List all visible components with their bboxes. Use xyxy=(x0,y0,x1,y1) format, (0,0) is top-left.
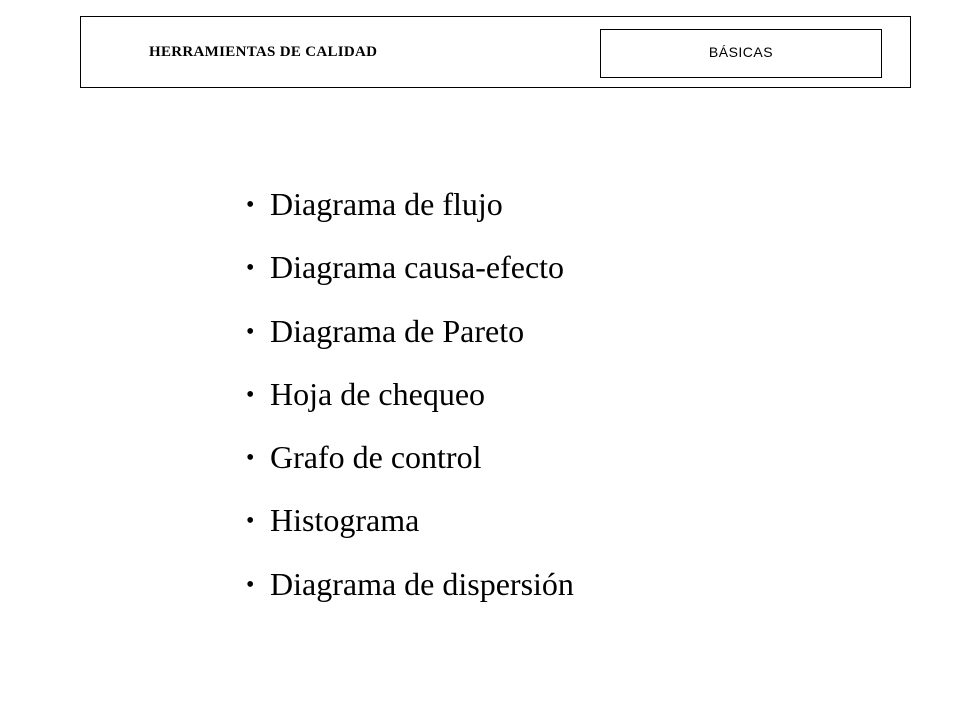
page-title: HERRAMIENTAS DE CALIDAD xyxy=(149,44,378,60)
bullet-icon: • xyxy=(246,318,255,345)
list-item xyxy=(246,497,574,560)
list-item xyxy=(246,561,574,624)
list-item-label: Diagrama causa-efecto xyxy=(270,249,565,286)
bullet-icon: • xyxy=(246,192,255,218)
list-item-label: Grafo de control xyxy=(270,439,482,476)
list-item-label: Histograma xyxy=(270,502,420,539)
bullet-icon: • xyxy=(246,445,255,472)
section-tag-label: BÁSICAS xyxy=(708,44,774,60)
list-item xyxy=(246,244,574,307)
bullet-icon: • xyxy=(246,255,255,282)
list-item-label: Diagrama de Pareto xyxy=(270,312,525,349)
list-item-label: Diagrama de flujo xyxy=(270,186,503,222)
bullet-icon: • xyxy=(246,381,255,408)
list-item-label: Diagrama de dispersión xyxy=(270,565,574,602)
list-item xyxy=(246,181,574,244)
list-item-label: Hoja de chequeo xyxy=(270,375,486,412)
quality-tools-list xyxy=(246,181,574,624)
section-tag xyxy=(600,29,882,78)
header-box xyxy=(80,16,911,88)
list-item xyxy=(246,308,574,371)
bullet-icon: • xyxy=(246,508,255,535)
list-item xyxy=(246,371,574,434)
list-item xyxy=(246,434,574,497)
bullet-icon: • xyxy=(246,571,255,598)
